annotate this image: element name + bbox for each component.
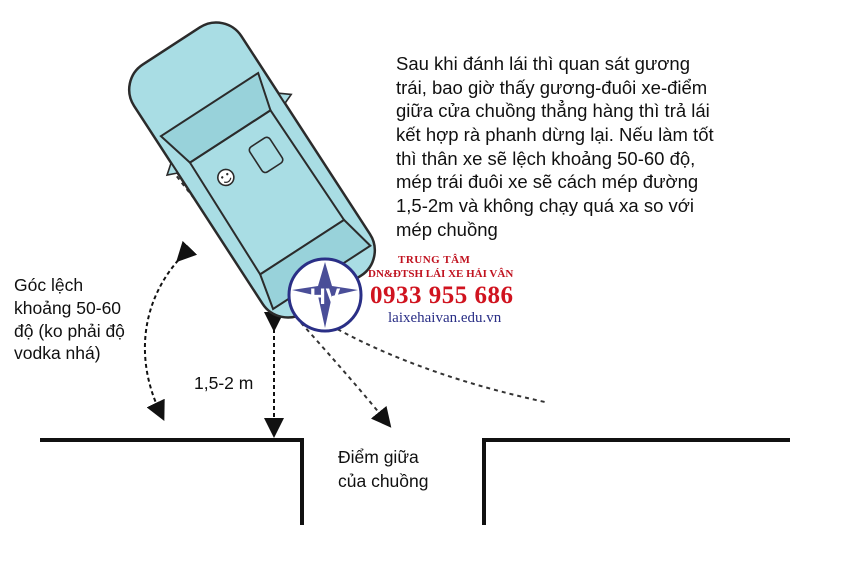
brand-logo-icon [286, 256, 364, 334]
angle-label-line: Góc lệch [14, 275, 84, 295]
angle-label-line: độ (ko phải độ [14, 320, 125, 341]
brand-line2: DN&ĐTSH LÁI XE HẢI VÂN [368, 268, 514, 280]
distance-label: 1,5-2 m [194, 373, 254, 393]
instruction-text [396, 52, 776, 241]
instruction-line: Sau khi đánh lái thì quan sát gương [396, 53, 690, 74]
midpoint-label-line: của chuồng [338, 470, 429, 491]
instruction-line: giữa cửa chuồng thẳng hàng thì trả lái [396, 100, 710, 122]
angle-label [14, 274, 174, 365]
angle-label-line: khoảng 50-60 [14, 297, 122, 318]
brand-phone: 0933 955 686 [370, 282, 514, 309]
left-road-edge [40, 440, 302, 525]
instruction-line: mép chuồng [396, 218, 498, 240]
instruction-line: trái, bao giờ thấy gương-đuôi xe-điểm [396, 76, 708, 98]
instruction-line: 1,5-2m và không chạy quá xa so với [396, 195, 695, 217]
instruction-line: mép trái đuôi xe sẽ cách mép đường [396, 171, 699, 193]
brand-watermark [286, 250, 586, 340]
midpoint-label-line: Điểm giữa [338, 447, 419, 467]
brand-website: laixehaivan.edu.vn [388, 310, 502, 326]
logo-text: HV [309, 284, 341, 309]
instruction-line: kết hợp rà phanh dừng lại. Nếu làm tốt [396, 124, 714, 146]
midpoint-label [338, 446, 429, 493]
angle-label-line: vodka nhá) [14, 343, 101, 364]
instruction-line: thì thân xe sẽ lệch khoảng 50-60 độ, [396, 147, 696, 169]
right-road-edge [484, 440, 790, 525]
brand-line1: TRUNG TÂM [398, 254, 471, 266]
